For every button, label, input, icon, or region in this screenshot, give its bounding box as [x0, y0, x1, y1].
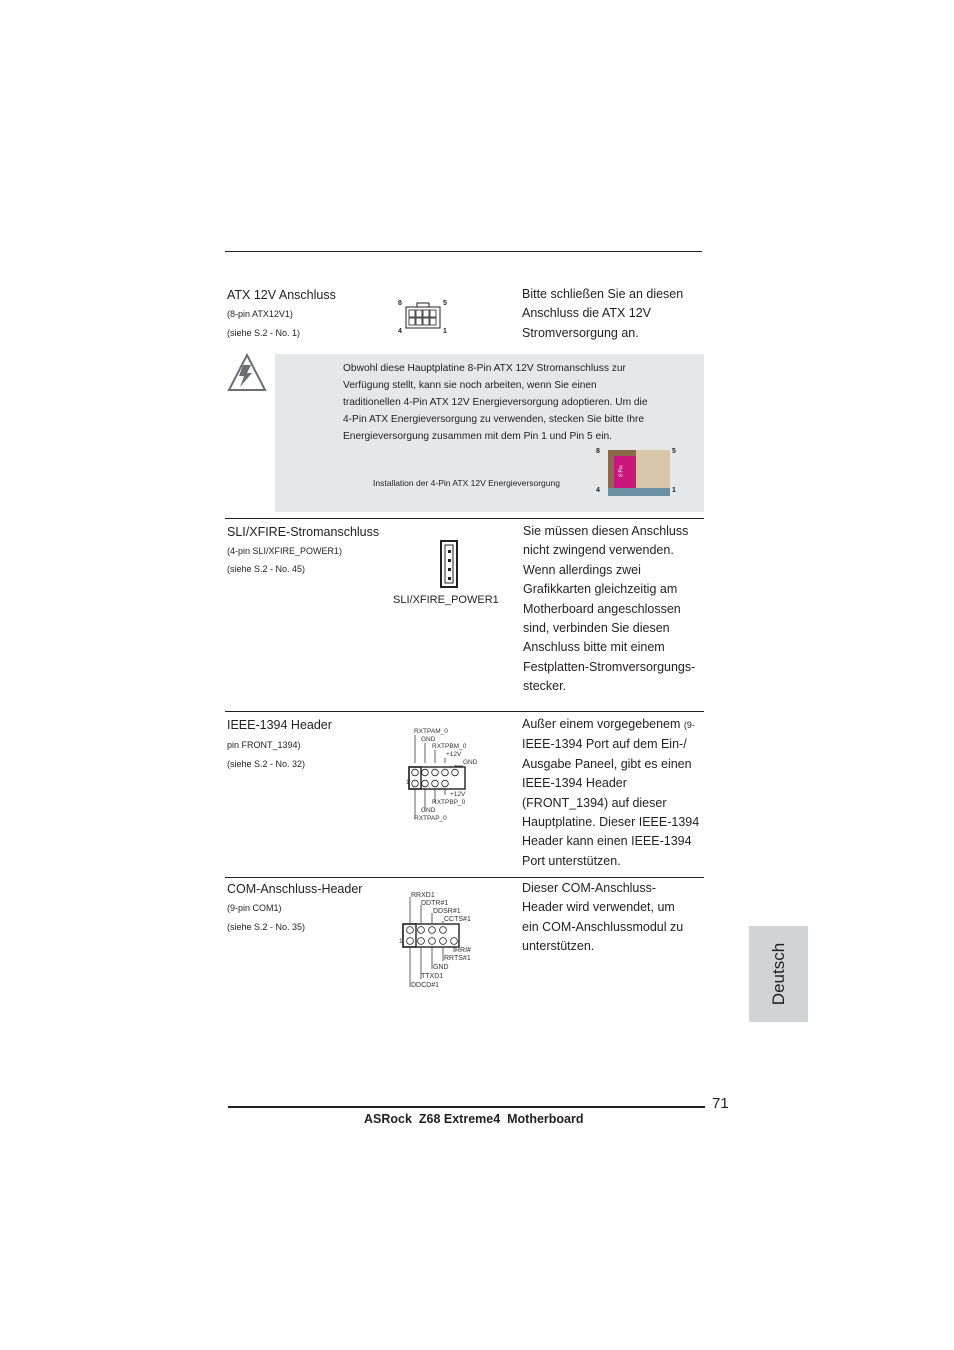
section-divider — [225, 518, 704, 519]
pin-label: RXTPAM_0 — [414, 728, 448, 735]
note-pin-label-5: 5 — [672, 448, 676, 455]
note-pin-label-4: 4 — [596, 487, 600, 494]
section-pin-info: pin FRONT_1394) — [227, 740, 301, 750]
pin-label-4: 4 — [398, 328, 402, 335]
photo-connector-area — [614, 456, 636, 490]
section-divider — [225, 711, 704, 712]
pin-label: CCTS#1 — [444, 916, 471, 923]
pin-label: 1 — [399, 938, 403, 945]
pin-label: GND — [421, 807, 436, 814]
section-description — [522, 715, 699, 871]
desc-line: Ausgabe Paneel, gibt es einen — [522, 756, 692, 771]
pin-label: DDSR#1 — [433, 908, 461, 915]
pin-label: TTXD1 — [421, 973, 444, 980]
desc-line: IEEE-1394 Port auf dem Ein-/ — [522, 737, 687, 752]
pin-label: 1 — [406, 779, 410, 786]
desc-line: Header wird verwendet, um — [522, 900, 675, 915]
section-title: COM-Anschluss-Header — [227, 882, 363, 896]
desc-line: Anschluss die ATX 12V — [522, 306, 652, 321]
pin-label: +12V — [450, 791, 466, 798]
atx12v-connector-icon — [405, 303, 441, 329]
note-line: Energieversorgung zusammen mit dem Pin 1 und Pin 5 ein. — [343, 431, 612, 442]
desc-text: Außer einem vorgegebenem — [522, 717, 681, 731]
pin-label: DDCD#1 — [411, 982, 440, 989]
desc-line: Hauptplatine. Dieser IEEE-1394 — [522, 815, 700, 830]
desc-line: Anschluss bitte mit einem — [523, 640, 665, 655]
note-pin-label-8: 8 — [596, 448, 600, 455]
desc-line: IEEE-1394 Header — [522, 776, 627, 791]
section-description — [523, 522, 695, 697]
desc-line: Grafikkarten gleichzeitig am — [523, 582, 678, 597]
desc-line: Festplatten-Stromversorgungs- — [523, 659, 696, 674]
pin-label: GND — [433, 964, 449, 971]
language-tab — [749, 926, 808, 1022]
installation-photo — [608, 450, 670, 496]
note-line: 4-Pin ATX Energieversorgung zu verwenden, stecken Sie bitte Ihre — [343, 414, 645, 425]
connector-label: SLI/XFIRE_POWER1 — [393, 594, 499, 606]
section-divider — [225, 877, 704, 878]
warning-icon — [227, 353, 267, 393]
section-title: IEEE-1394 Header — [227, 718, 332, 732]
section-page-ref: (siehe S.2 - No. 1) — [227, 328, 301, 338]
note-pin-label-1: 1 — [672, 487, 676, 494]
desc-line: sind, verbinden Sie diesen — [523, 621, 670, 636]
note-line: Obwohl diese Hauptplatine 8-Pin ATX 12V Stromanschluss zur — [343, 363, 626, 374]
language-tab-label: Deutsch — [768, 942, 788, 1006]
pin-label: RXTPBM_0 — [432, 743, 467, 750]
desc-line: Port unterstützen. — [522, 853, 621, 868]
desc-text-small: (9- — [683, 720, 695, 730]
section-title: ATX 12V Anschluss — [227, 288, 336, 302]
ieee1394-header-icon — [408, 733, 470, 823]
desc-line: Bitte schließen Sie an diesen — [522, 287, 684, 301]
section-pin-info: (4-pin SLI/XFIRE_POWER1) — [227, 546, 343, 556]
desc-line: Motherboard angeschlossen — [523, 601, 681, 616]
desc-line: Header kann einen IEEE-1394 — [522, 834, 692, 849]
section-page-ref: (siehe S.2 - No. 32) — [227, 759, 306, 769]
section-pin-info: (8-pin ATX12V1) — [227, 309, 293, 319]
desc-line: Dieser COM-Anschluss- — [522, 881, 657, 895]
section-description — [522, 879, 683, 957]
footer-rule — [228, 1106, 705, 1108]
section-title: SLI/XFIRE-Stromanschluss — [227, 525, 380, 539]
desc-line: Stromversorgung an. — [522, 325, 639, 340]
pin-label: RRI# — [455, 947, 471, 954]
desc-line: Sie müssen diesen Anschluss — [523, 524, 689, 538]
pin-label: GND — [421, 736, 436, 743]
pin-label: GND — [463, 759, 478, 766]
footer-text: ASRock Z68 Extreme4 Motherboard — [364, 1112, 584, 1126]
note-line: traditionellen 4-Pin ATX 12V Energieversorgung adoptieren. Um die — [343, 397, 648, 408]
pin-label: RXTPAP_0 — [414, 815, 447, 822]
sli-power-connector-icon — [438, 540, 460, 588]
note-caption: Installation der 4-Pin ATX 12V Energieversorgung — [373, 478, 560, 488]
note-line: Verfügung stellt, kann sie noch arbeiten, wenn Sie einen — [343, 380, 597, 391]
desc-line: stecker. — [523, 679, 567, 694]
pin-label: RXTPBP_0 — [432, 799, 466, 806]
pin-label-5: 5 — [443, 300, 447, 307]
pin-label-1: 1 — [443, 328, 447, 335]
desc-line — [522, 715, 699, 735]
section-page-ref: (siehe S.2 - No. 35) — [227, 922, 306, 932]
photo-board-area — [608, 488, 670, 496]
pin-label: +12V — [446, 751, 462, 758]
desc-line: Wenn allerdings zwei — [523, 562, 641, 577]
desc-line: (FRONT_1394) auf dieser — [522, 795, 667, 810]
pin-label: RRXD1 — [411, 892, 435, 899]
pin-label: RRTS#1 — [444, 955, 471, 962]
section-page-ref: (siehe S.2 - No. 45) — [227, 564, 306, 574]
page-number: 71 — [712, 1095, 729, 1112]
photo-label: 8 Pin — [618, 465, 625, 477]
desc-line: nicht zwingend verwenden. — [523, 543, 674, 558]
pin-label: DDTR#1 — [421, 900, 449, 907]
section-pin-info: (9-pin COM1) — [227, 903, 282, 913]
top-rule — [225, 251, 702, 252]
desc-line: ein COM-Anschlussmodul zu — [522, 919, 684, 934]
section-description — [522, 285, 683, 343]
pin-label-8: 8 — [398, 300, 402, 307]
desc-line: unterstützen. — [522, 939, 595, 954]
